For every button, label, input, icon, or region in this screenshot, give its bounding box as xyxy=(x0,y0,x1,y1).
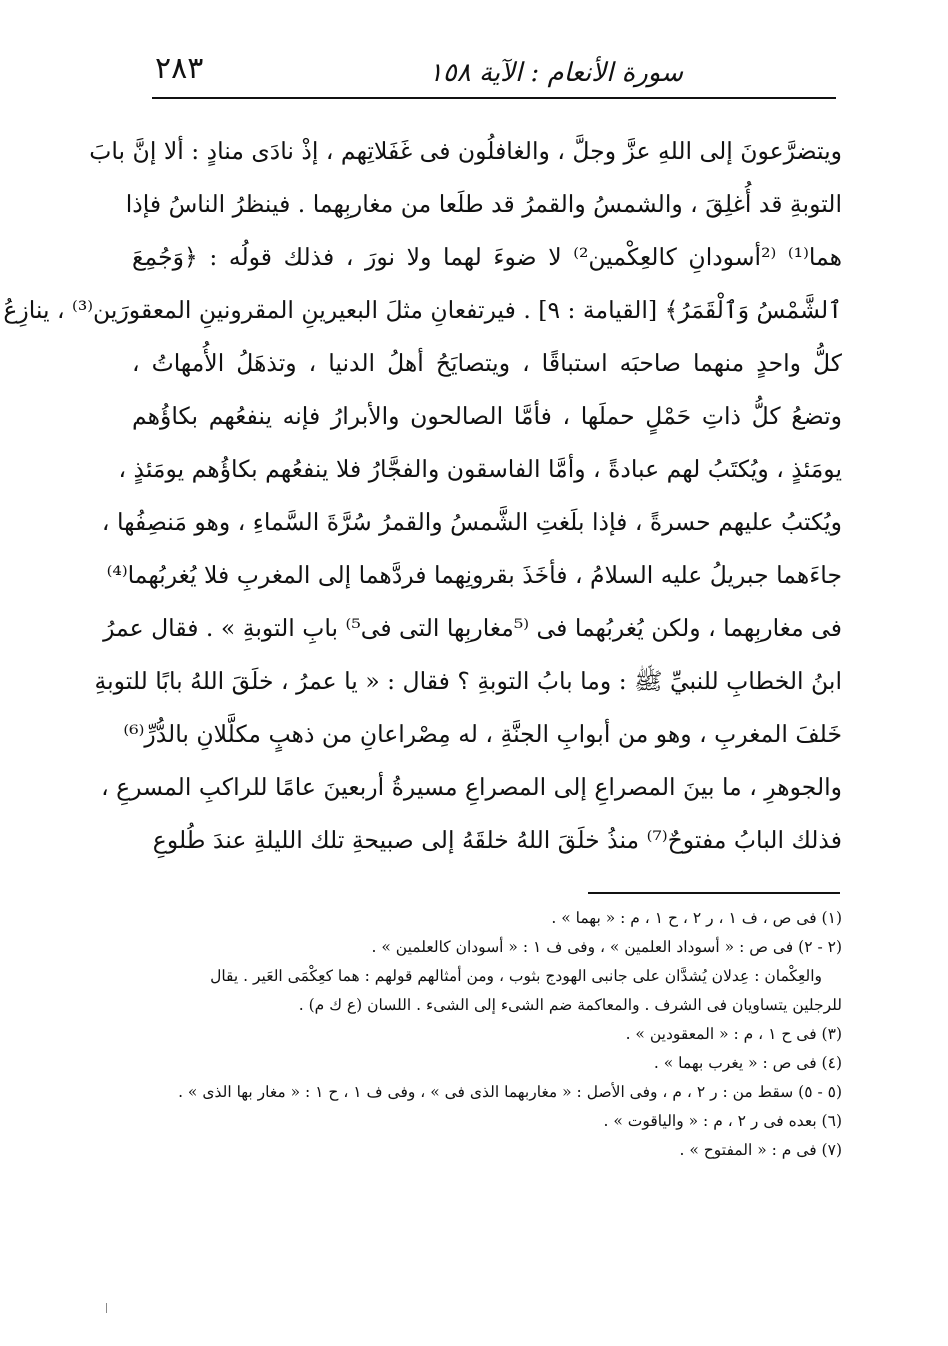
page-header xyxy=(155,44,835,90)
text-line: هما⁽¹⁾ ⁽²أسودانِ كالعِكْمين²⁾ لا ضوءَ لهما ولا نورَ ، فذلك قولُه : ﴿وَجُمِعَ xyxy=(132,243,842,271)
header-rule xyxy=(152,97,836,99)
text-line: فذلك البابُ مفتوحٌ⁽⁷⁾ منذُ خلَقَ اللهُ خلقَهُ إلى صبيحةِ تلك الليلةِ عندَ طُلوعِ xyxy=(152,826,842,854)
text-line: ابنُ الخطابِ للنبيِّ ﷺ : وما بابُ التوبةِ ؟ فقال : « يا عمرُ ، خلَقَ اللهُ بابًا للتوبةِ xyxy=(94,667,842,695)
footnote: والعِكْمان : عِدلان يُشدَّان على جانبى الهودج بثوب ، ومن أمثالهم قولهم : هما كعِكْمَى العَير . يقال xyxy=(210,967,822,985)
footnote: (٢ - ٢) فى ص : « أسوداد العلمين » ، وفى ف ١ : « أسودان كالعلمين » . xyxy=(371,938,842,956)
text-line: ويتضرَّعونَ إلى اللهِ عزَّ وجلَّ ، والغافلُون فى غَفَلاتِهم ، إذْ نادَى منادٍ : ألا إنَّ بابَ xyxy=(89,137,842,165)
footnote: للرجلين يتساويان فى الشرف . والمعاكمة ضم الشىء إلى الشىء . اللسان (ع ك م) . xyxy=(298,996,842,1014)
text-line: التوبةِ قد أُغلِقَ ، والشمسُ والقمرُ قد طلَعا من مغاربِهما . فينظرُ الناسُ فإذا xyxy=(125,190,842,218)
text-line: ويُكتبُ عليهم حسرةً ، فإذا بلَغتِ الشَّمسُ والقمرُ سُرَّةَ السَّماءِ ، وهو مَنصِفُها ، xyxy=(101,508,842,536)
footnote: (٣) فى ح ١ ، م : « المعقودين » . xyxy=(625,1025,842,1043)
text-line: جاءَهما جبريلُ عليه السلامُ ، فأخَذَ بقرونِهما فردَّهما إلى المغربِ فلا يُغربُهما⁽⁴⁾ xyxy=(106,561,842,589)
main-text xyxy=(3,125,842,867)
text-line: يومَئذٍ ، ويُكتَبُ لهم عبادةً ، وأمَّا الفاسقون والفجَّارُ فلا ينفعُهم بكاؤُهم يومَئذٍ ، xyxy=(118,455,842,483)
running-title: سورة الأنعام : الآية ١٥٨ xyxy=(428,58,683,88)
footnote-rule xyxy=(588,892,840,894)
text-line: وتضعُ كلُّ ذاتِ حَمْلٍ حملَها ، فأمَّا الصالحون والأبرارُ فإنه ينفعُهم بكاؤُهم xyxy=(132,402,842,430)
footnotes xyxy=(130,904,842,1165)
footnote: (٧) فى م : « المفتوح » . xyxy=(679,1141,842,1159)
text-line: فى مغاربِهما ، ولكن يُغربُهما فى ⁽⁵مغاربِها التى فى⁵⁾ بابِ التوبةِ » . فقال عمرُ xyxy=(103,614,842,642)
footnote: (١) فى ص ، ف ١ ، ر ٢ ، ح ١ ، م : « بهما » . xyxy=(551,909,842,927)
margin-mark xyxy=(106,1303,107,1313)
text-line: خَلفَ المغربِ ، وهو من أبوابِ الجنَّةِ ، له مِصْراعانِ من ذهبٍ مكلَّلانِ بالدُّرِّ⁽⁶⁾ xyxy=(123,720,842,748)
text-line: والجوهرِ ، ما بينَ المصراعِ إلى المصراعِ مسيرةُ أربعينَ عامًا للراكبِ المسرعِ ، xyxy=(101,773,842,801)
text-line: كلُّ واحدٍ منهما صاحبَه استباقًا ، ويتصايَحُ أهلُ الدنيا ، وتذهَلُ الأُمهاتُ ، xyxy=(132,349,842,377)
page-number: ٢٨٣ xyxy=(155,51,204,86)
footnote: (٥ - ٥) سقط من : ر ٢ ، م ، وفى الأصل : « مغاربهما الذى فى » ، وفى ف ١ ، ح ١ : « مغار بها الذى » . xyxy=(178,1083,842,1101)
footnote: (٤) فى ص : « يغرب بهما » . xyxy=(653,1054,842,1072)
text-line: ٱلشَّمْسُ وَٱلْقَمَرُ﴾ [القيامة : ٩] . فيرتفعانِ مثلَ البعيرينِ المقرونينِ المعقورَين⁽³⁾ ، ينازِعُ xyxy=(3,296,842,324)
footnote: (٦) بعده فى ر ٢ ، م : « والياقوت » . xyxy=(603,1112,842,1130)
